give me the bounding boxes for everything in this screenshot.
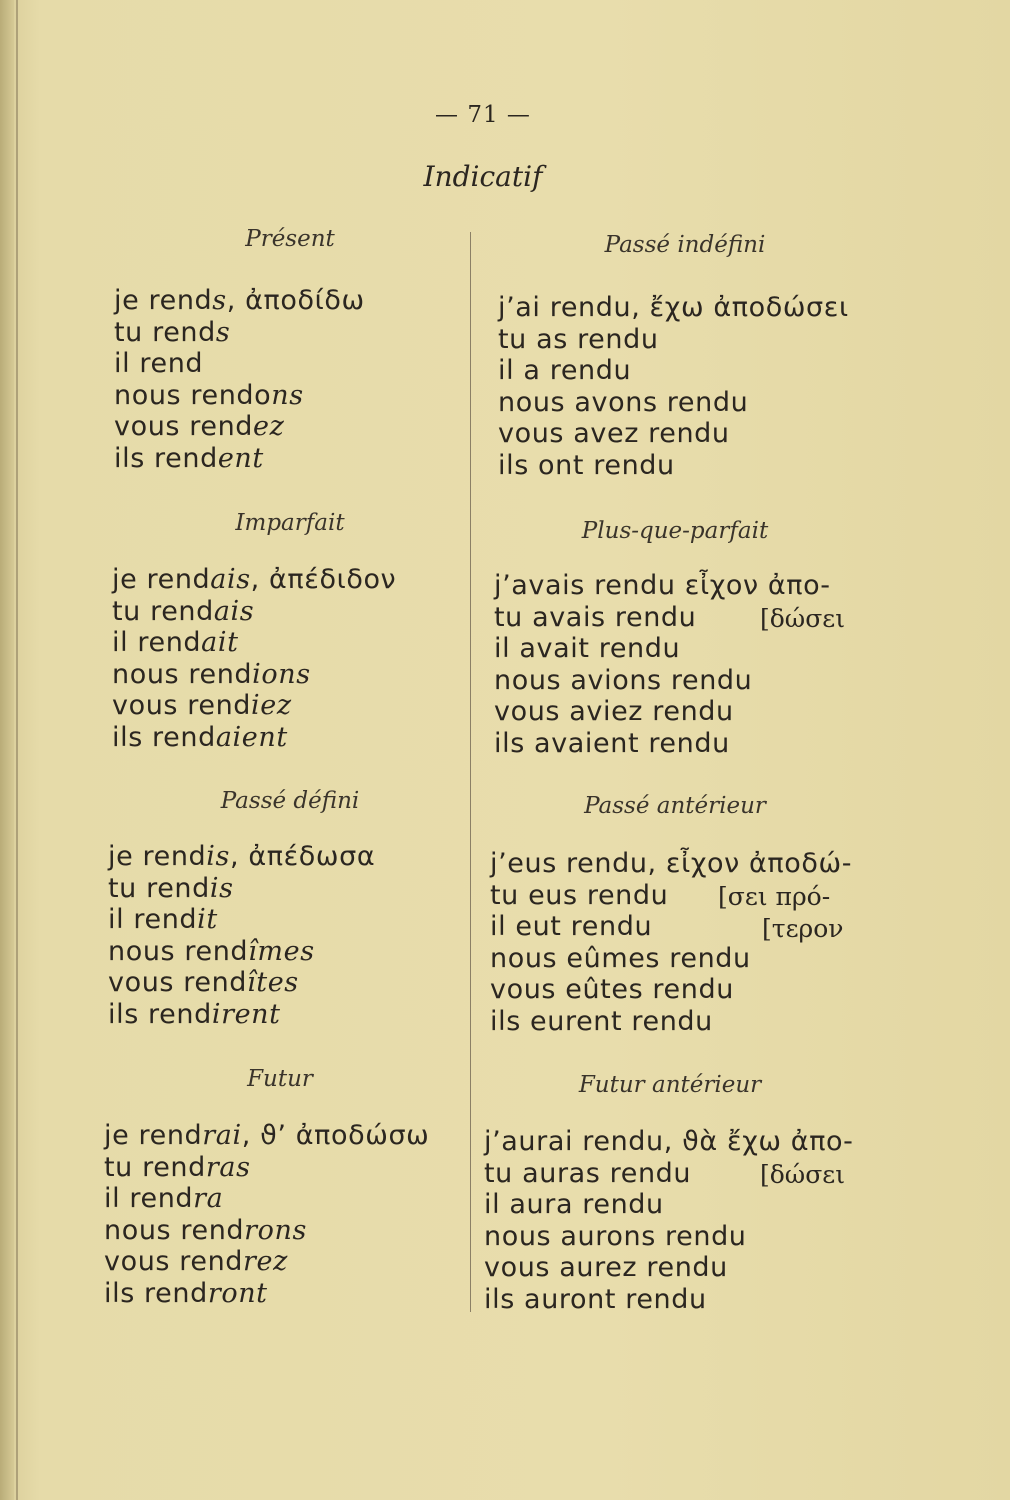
conjugation-line: il a rendu bbox=[498, 355, 632, 386]
verb-ending: îtes bbox=[247, 967, 299, 998]
page-number: — 71 — bbox=[435, 102, 531, 128]
verb-ending: s bbox=[215, 316, 231, 348]
verb-stem: nous rend bbox=[104, 1214, 245, 1246]
conjugation-line: j’eus rendu, εἶχον ἀποδώ- bbox=[490, 848, 853, 879]
conjugation-line bbox=[112, 564, 396, 596]
verb-stem: je rend bbox=[108, 841, 207, 872]
conjugation-line bbox=[112, 659, 396, 691]
verb-ending: rai bbox=[202, 1120, 242, 1151]
verb-ending: is bbox=[209, 872, 234, 904]
conjugation-line bbox=[108, 999, 375, 1031]
conjugation-line: il avait rendu bbox=[494, 633, 681, 664]
verb-stem: je rend bbox=[114, 285, 213, 316]
spine-edge bbox=[16, 0, 18, 1500]
verb-ending: is bbox=[206, 841, 230, 872]
verb-stem: je rend bbox=[104, 1120, 203, 1151]
conjugation-line: vous eûtes rendu bbox=[490, 974, 734, 1005]
greek-translation: , ἀποδίδω bbox=[226, 285, 365, 316]
passe-anterieur-title: Passé antérieur bbox=[584, 793, 766, 819]
verb-ending: rons bbox=[244, 1214, 307, 1246]
conjugation-line bbox=[114, 411, 365, 443]
verb-stem: tu rend bbox=[108, 872, 210, 904]
verb-ending: ions bbox=[252, 658, 311, 690]
conjugation-line bbox=[112, 627, 396, 659]
verb-ending: ra bbox=[193, 1183, 224, 1214]
conjugation-line bbox=[112, 690, 396, 722]
conjugation-line bbox=[114, 285, 365, 317]
verb-ending: ns bbox=[271, 379, 304, 411]
conjugation-line: nous avons rendu bbox=[498, 386, 749, 418]
passe-anterieur-bracket-1: [σει πρό- bbox=[718, 882, 831, 911]
conjugation-line: tu as rendu bbox=[498, 323, 659, 355]
mood-title: Indicatif bbox=[423, 160, 543, 193]
verb-stem: il rend bbox=[112, 627, 202, 658]
futur-title: Futur bbox=[247, 1066, 313, 1092]
conjugation-line bbox=[114, 317, 365, 349]
verb-stem: il rend bbox=[108, 904, 198, 935]
futur-anterieur-conjugation bbox=[484, 1126, 854, 1315]
conjugation-line: vous avez rendu bbox=[498, 418, 730, 449]
verb-ending: ras bbox=[205, 1151, 251, 1183]
conjugation-line: j’ai rendu, ἔχω ἀποδώσει bbox=[498, 292, 849, 323]
verb-stem: nous rendo bbox=[114, 379, 272, 411]
verb-stem: ils rend bbox=[114, 442, 218, 474]
present-title: Présent bbox=[245, 226, 335, 252]
conjugation-line bbox=[108, 936, 375, 968]
passe-indefini-title: Passé indéfini bbox=[604, 232, 766, 258]
verb-ending: iez bbox=[251, 690, 292, 721]
verb-stem: tu rend bbox=[104, 1151, 206, 1183]
plus-que-parfait-title: Plus-que-parfait bbox=[581, 518, 769, 544]
conjugation-line bbox=[114, 443, 365, 475]
verb-stem: ils rend bbox=[108, 998, 212, 1030]
verb-ending: îmes bbox=[248, 935, 315, 967]
verb-ending: s bbox=[212, 285, 227, 316]
conjugation-line bbox=[108, 967, 375, 999]
conjugation-line: ils auront rendu bbox=[484, 1283, 707, 1315]
imparfait-conjugation bbox=[112, 564, 396, 753]
passe-defini-title: Passé défini bbox=[220, 788, 360, 814]
conjugation-line: tu auras rendu bbox=[484, 1157, 692, 1189]
verb-ending: ais bbox=[213, 595, 255, 627]
conjugation-line: nous aurons rendu bbox=[484, 1220, 747, 1252]
imparfait-title: Imparfait bbox=[235, 510, 345, 536]
conjugation-line bbox=[112, 596, 396, 628]
conjugation-line: ils ont rendu bbox=[498, 449, 675, 481]
verb-ending: ent bbox=[217, 442, 264, 474]
page-spine bbox=[0, 0, 14, 1500]
conjugation-line bbox=[114, 380, 365, 412]
conjugation-line bbox=[108, 904, 375, 936]
verb-ending: ront bbox=[207, 1277, 268, 1309]
conjugation-line bbox=[104, 1152, 429, 1184]
conjugation-line bbox=[108, 841, 375, 873]
conjugation-line bbox=[104, 1278, 429, 1310]
conjugation-line bbox=[114, 348, 365, 380]
passe-defini-conjugation bbox=[108, 841, 375, 1030]
verb-stem: tu rend bbox=[112, 595, 214, 627]
conjugation-line: nous eûmes rendu bbox=[490, 942, 751, 974]
greek-translation: , ἀπέδωσα bbox=[229, 841, 376, 872]
present-conjugation bbox=[114, 285, 365, 474]
futur-anterieur-title: Futur antérieur bbox=[578, 1072, 762, 1098]
column-divider bbox=[470, 232, 471, 1312]
greek-translation: , ϑ’ ἀποδώσω bbox=[241, 1120, 430, 1151]
verb-ending: it bbox=[197, 904, 218, 935]
conjugation-line bbox=[104, 1246, 429, 1278]
conjugation-line: tu eus rendu bbox=[490, 879, 669, 911]
conjugation-line: il eut rendu bbox=[490, 911, 653, 942]
verb-stem: vous rend bbox=[108, 967, 248, 998]
passe-indefini-conjugation bbox=[498, 292, 849, 481]
conjugation-line: il aura rendu bbox=[484, 1189, 664, 1220]
conjugation-line: nous avions rendu bbox=[494, 664, 753, 696]
verb-ending: rez bbox=[243, 1246, 288, 1277]
conjugation-line: vous aviez rendu bbox=[494, 696, 734, 727]
verb-stem: nous rend bbox=[108, 935, 249, 967]
verb-stem: il rend bbox=[114, 348, 204, 379]
conjugation-line bbox=[104, 1215, 429, 1247]
verb-ending: ez bbox=[253, 411, 285, 442]
verb-ending: ait bbox=[201, 627, 239, 658]
conjugation-line bbox=[112, 722, 396, 754]
conjugation-line: j’aurai rendu, ϑὰ ἔχω ἀπο- bbox=[484, 1126, 854, 1157]
verb-stem: il rend bbox=[104, 1183, 194, 1214]
plus-que-parfait-bracket: [δώσει bbox=[760, 604, 846, 633]
verb-stem: tu rend bbox=[114, 316, 216, 348]
verb-stem: vous rend bbox=[112, 690, 252, 721]
passe-anterieur-bracket-2: [τερον bbox=[762, 914, 844, 943]
verb-stem: je rend bbox=[112, 564, 211, 595]
verb-stem: ils rend bbox=[104, 1277, 208, 1309]
conjugation-line: ils eurent rendu bbox=[490, 1005, 713, 1037]
conjugation-line bbox=[108, 873, 375, 905]
verb-stem: vous rend bbox=[114, 411, 254, 442]
conjugation-line: vous aurez rendu bbox=[484, 1252, 728, 1283]
conjugation-line: j’avais rendu εἶχον ἀπο- bbox=[494, 570, 831, 601]
futur-conjugation bbox=[104, 1120, 429, 1309]
conjugation-line: ils avaient rendu bbox=[494, 727, 730, 759]
greek-translation: , ἀπέδιδον bbox=[250, 564, 397, 595]
verb-stem: vous rend bbox=[104, 1246, 244, 1277]
conjugation-line bbox=[104, 1120, 429, 1152]
futur-anterieur-bracket: [δώσει bbox=[760, 1160, 846, 1189]
conjugation-line bbox=[104, 1183, 429, 1215]
verb-ending: ais bbox=[210, 564, 251, 595]
verb-stem: nous rend bbox=[112, 658, 253, 690]
verb-ending: aient bbox=[215, 721, 288, 753]
plus-que-parfait-conjugation bbox=[494, 570, 831, 759]
conjugation-line: tu avais rendu bbox=[494, 601, 697, 633]
verb-stem: ils rend bbox=[112, 721, 216, 753]
verb-ending: irent bbox=[211, 998, 281, 1030]
